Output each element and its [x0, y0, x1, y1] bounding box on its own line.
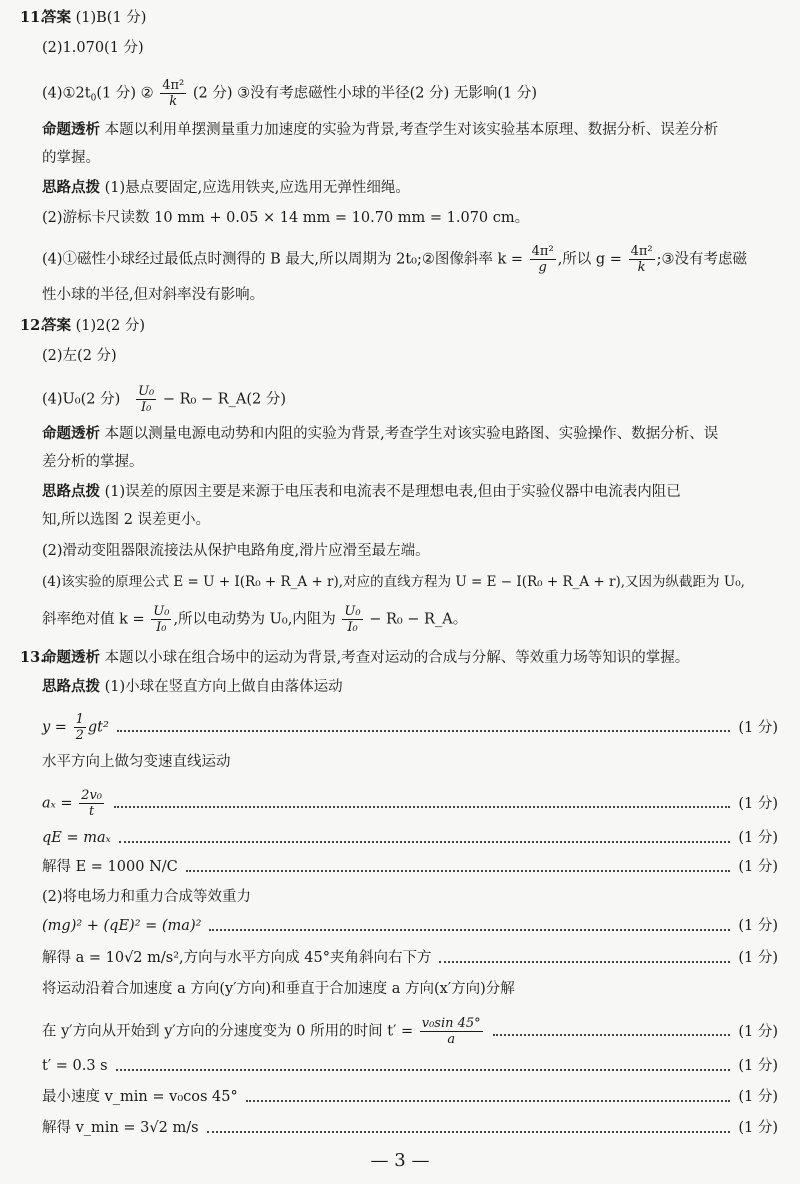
fraction: [629, 244, 655, 275]
q13-analysis-text: 本题以小球在组合场中的运动为背景,考查对运动的合成与分解、等效重力场等知识的掌握。: [104, 650, 690, 666]
q11-a4-sub: 0: [90, 93, 97, 104]
q11-hint-2: (2)游标卡尺读数 10 mm + 0.05 × 14 mm = 10.70 mm = 1.070 cm。: [42, 210, 530, 226]
q12-a4-text-b: − R₀ − R_A(2 分): [162, 391, 286, 408]
points: (1 分): [738, 918, 778, 934]
equation: [42, 1016, 485, 1047]
fraction-numerator: 4π²: [630, 244, 653, 259]
page-number: — 3 —: [370, 1150, 430, 1171]
analysis-label: 命题透析: [42, 650, 100, 666]
q11-analysis-text: 本题以利用单摆测量重力加速度的实验为背景,考查学生对该实验基本原理、数据分析、误差分析: [104, 122, 719, 138]
q11-hint-line-1: [42, 178, 778, 198]
fraction-numerator: U₀: [138, 384, 155, 399]
q12-answer-1: (1)2(2 分): [75, 318, 146, 334]
q12-answer-line: [42, 316, 778, 336]
q11-answer-2: (2)1.070(1 分): [42, 40, 144, 56]
equation-text: 在 y′方向从开始到 y′方向的分速度变为 0 所用的时间 t′ =: [42, 1023, 414, 1040]
q11-hint-4-line-1: [42, 244, 778, 275]
q12-hint-4-line-2: [42, 604, 778, 635]
points: (1 分): [738, 1058, 778, 1074]
points: (1 分): [738, 719, 778, 736]
q12-answer-2: (2)左(2 分): [42, 348, 117, 364]
q13-eq-9: [42, 1087, 778, 1107]
q13-analysis-line: [42, 648, 778, 668]
fraction-numerator: U₀: [344, 604, 361, 619]
fraction: [160, 78, 186, 109]
dot-leader: [439, 960, 730, 963]
fraction-denominator: I₀: [140, 400, 152, 415]
q13-eq-5: [42, 916, 778, 936]
q12-hint-1-line-2: 知,所以选图 2 误差更小。: [42, 512, 211, 528]
q12-analysis-line-1: [42, 424, 778, 444]
q11-hint4-text-a: (4)①磁性小球经过最低点时测得的 B 最大,所以周期为 2t₀;②图像斜率 k =: [42, 251, 524, 268]
q12-analysis-line-2: 差分析的掌握。: [42, 454, 144, 470]
equation: [42, 712, 109, 743]
fraction: [342, 604, 362, 635]
dot-leader: [116, 1068, 731, 1071]
q13-eq-10: [42, 1118, 778, 1138]
dot-leader: [246, 1099, 731, 1102]
points: (1 分): [738, 830, 778, 846]
fraction: [420, 1016, 483, 1047]
q13-eq-4: [42, 857, 778, 877]
fraction: [79, 788, 104, 819]
q11-hint4-text-c: ;③没有考虑磁: [656, 251, 747, 268]
fraction-denominator: 2: [75, 728, 84, 743]
points: (1 分): [738, 859, 778, 875]
q12-hint-line-1: [42, 482, 778, 502]
dot-leader: [186, 869, 731, 872]
analysis-label: 命题透析: [42, 426, 100, 442]
fraction: [530, 244, 556, 275]
q11-a4-text-3: (2 分) ③没有考虑磁性小球的半径(2 分) 无影响(1 分): [192, 85, 538, 102]
q13-hint-line-1: [42, 677, 778, 697]
fraction-denominator: k: [169, 94, 178, 109]
q11-answer-4: [42, 78, 778, 109]
equation: qE = maₓ: [42, 830, 111, 846]
question-number-13: 13.: [20, 649, 46, 666]
q13-text-decomposition: 将运动沿着合加速度 a 方向(y′方向)和垂直于合加速度 a 方向(x′方向)分解: [42, 981, 515, 997]
q12-answer-4: [42, 384, 778, 415]
fraction-numerator: 4π²: [162, 78, 185, 93]
q12-hint4-text-b: ,所以电动势为 U₀,内阻为: [173, 611, 336, 628]
analysis-label: 命题透析: [42, 122, 100, 138]
fraction: [74, 712, 86, 743]
fraction-denominator: I₀: [156, 620, 167, 635]
equation: 解得 v_min = 3√2 m/s: [42, 1120, 199, 1136]
equation: 解得 E = 1000 N/C: [42, 859, 178, 875]
q11-hint-1: (1)悬点要固定,应选用铁夹,应选用无弹性细绳。: [104, 180, 410, 196]
q11-analysis-line-1: [42, 120, 778, 140]
equation: 最小速度 v_min = v₀cos 45°: [42, 1089, 238, 1105]
q11-hint4-text-b: ,所以 g =: [557, 251, 622, 268]
equation-lhs: aₓ =: [42, 795, 73, 812]
hint-label: 思路点拨: [42, 679, 100, 695]
equation: [42, 788, 106, 819]
dot-leader: [493, 1033, 731, 1036]
points: (1 分): [738, 795, 778, 812]
fraction-denominator: t: [88, 804, 95, 819]
q13-eq-8: [42, 1056, 778, 1076]
dot-leader: [117, 729, 731, 732]
q13-hint-2: (2)将电场力和重力合成等效重力: [42, 889, 252, 905]
equation: 解得 a = 10√2 m/s²,方向与水平方向成 45°夹角斜向右下方: [42, 950, 432, 966]
question-number-12: 12.: [20, 317, 46, 334]
equation-lhs: y =: [42, 719, 67, 736]
points: (1 分): [738, 1023, 778, 1040]
q13-eq-6: [42, 948, 778, 968]
fraction-numerator: U₀: [153, 604, 170, 619]
q11-a4-text-2: (1 分) ②: [96, 85, 154, 102]
q11-hint-4-line-2: 性小球的半径,但对斜率没有影响。: [42, 287, 265, 303]
q11-answer-1: (1)B(1 分): [75, 10, 147, 26]
fraction-numerator: 4π²: [531, 244, 554, 259]
q13-eq-2: [42, 788, 778, 819]
q11-a4-text-1: (4)①2t: [42, 85, 91, 102]
q12-hint-1: (1)误差的原因主要是来源于电压表和电流表不是理想电表,但由于实验仪器中电流表内阻已: [104, 484, 681, 500]
equation: (mg)² + (qE)² = (ma)²: [42, 918, 202, 934]
fraction: [151, 604, 171, 635]
fraction-numerator: 2v₀: [81, 788, 102, 803]
dot-leader: [114, 805, 730, 808]
q12-hint-2: (2)滑动变阻器限流接法从保护电路角度,滑片应滑至最左端。: [42, 543, 430, 559]
points: (1 分): [738, 1120, 778, 1136]
q12-analysis-text: 本题以测量电源电动势和内阻的实验为背景,考查学生对该实验电路图、实验操作、数据分析、误: [104, 426, 719, 442]
q11-answer-line: [42, 8, 778, 28]
dot-leader: [209, 928, 730, 931]
dot-leader: [119, 840, 731, 843]
fraction-numerator: v₀sin 45°: [421, 1016, 481, 1031]
q13-text-horizontal: 水平方向上做匀变速直线运动: [42, 754, 231, 770]
equation-rhs: gt²: [87, 719, 109, 736]
fraction-denominator: I₀: [347, 620, 358, 635]
q13-eq-1: [42, 712, 778, 743]
answer-label: 答案: [42, 318, 71, 334]
q12-hint4-text-a: 斜率绝对值 k =: [42, 611, 145, 628]
dot-leader: [207, 1130, 731, 1133]
hint-label: 思路点拨: [42, 484, 100, 500]
fraction-numerator: 1: [75, 712, 84, 727]
q12-hint-4-line-1: (4)该实验的原理公式 E = U + I(R₀ + R_A + r),对应的直线方程为 U = E − I(R₀ + R_A + r),又因为纵截距为 U₀,: [42, 574, 745, 590]
equation: t′ = 0.3 s: [42, 1058, 108, 1074]
q13-eq-7: [42, 1016, 778, 1047]
q12-a4-text-a: (4)U₀(2 分): [42, 391, 121, 408]
q11-analysis-line-2: 的掌握。: [42, 150, 100, 166]
q13-hint-1: (1)小球在竖直方向上做自由落体运动: [104, 679, 343, 695]
q12-hint4-text-c: − R₀ − R_A。: [369, 611, 468, 628]
hint-label: 思路点拨: [42, 180, 100, 196]
q13-eq-3: [42, 828, 778, 848]
fraction-denominator: g: [538, 260, 547, 275]
points: (1 分): [738, 1089, 778, 1105]
points: (1 分): [738, 950, 778, 966]
fraction-denominator: k: [637, 260, 646, 275]
question-number-11: 11.: [20, 9, 46, 26]
answer-label: 答案: [42, 10, 71, 26]
fraction-denominator: a: [447, 1032, 456, 1047]
fraction: [136, 384, 156, 415]
